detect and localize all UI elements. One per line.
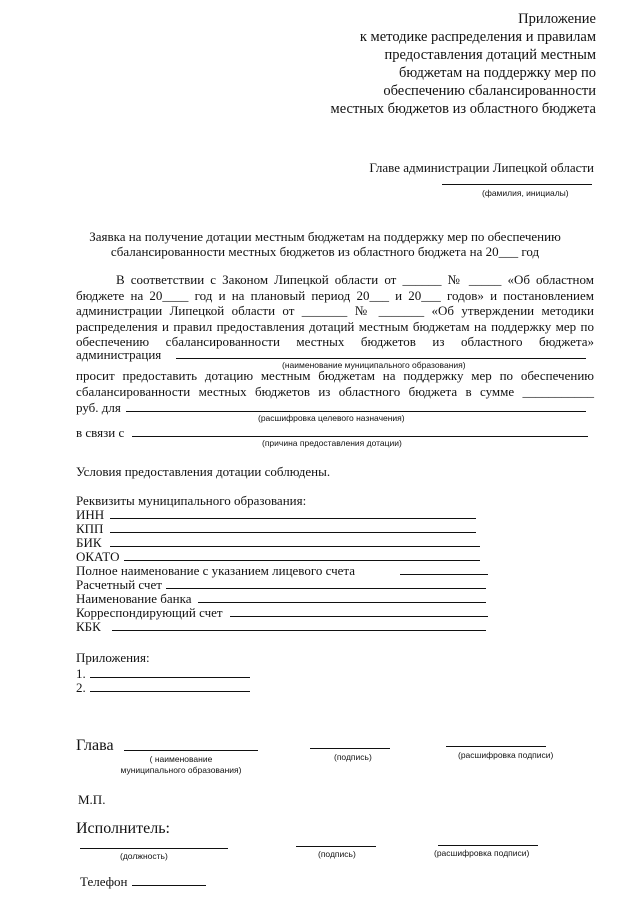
executor-position-hint: (должность): [120, 851, 168, 861]
addressee-text: Главе администрации Липецкой области: [369, 160, 594, 175]
attachment-2-field[interactable]: [90, 691, 250, 692]
due-label: в связи с: [76, 425, 125, 440]
purpose-hint: (расшифровка целевого назначения): [258, 413, 405, 423]
addressee-hint: (фамилия, инициалы): [482, 188, 569, 198]
addressee-name-field[interactable]: [442, 184, 592, 185]
admin-label: администрация: [76, 347, 162, 362]
title-line-2: сбалансированности местных бюджетов из областного бюджета на 20___ год: [110, 244, 540, 259]
head-signature-hint: (подпись): [334, 752, 372, 762]
correspondent-account-label: Корреспондирующий счет: [76, 605, 223, 620]
bank-name-field[interactable]: [198, 602, 486, 603]
phone-field[interactable]: [132, 885, 206, 886]
appendix-line: к методике распределения и правилам: [359, 29, 596, 45]
paragraph-law-reference: [76, 272, 594, 350]
application-title: [60, 229, 590, 259]
appendix-line: предоставления дотаций местным: [384, 47, 596, 63]
correspondent-account-field[interactable]: [230, 616, 488, 617]
paragraph-line: обеспечению сбалансированности местных бюджетов из областного бюджета»: [76, 334, 594, 349]
inn-field[interactable]: [110, 518, 476, 519]
okato-field[interactable]: [124, 560, 480, 561]
requisites-heading: Реквизиты муниципального образования:: [76, 493, 307, 508]
executor-decode-hint: (расшифровка подписи): [434, 848, 530, 858]
head-municipality-field[interactable]: [124, 750, 258, 751]
head-decode-field[interactable]: [446, 746, 546, 747]
title-line-1: Заявка на получение дотации местным бюджетам на поддержку мер по обеспечению: [89, 229, 561, 244]
bik-label: БИК: [76, 535, 102, 550]
paragraph-line: просит предоставить дотацию местным бюджетам на поддержку мер по обеспечению: [76, 368, 594, 383]
paragraph-line: В соответствии с Законом Липецкой области от ______ № _____ «Об областном: [116, 272, 594, 287]
executor-decode-field[interactable]: [438, 845, 538, 846]
paragraph-line: администрации Липецкой области от _______ № _______ «Об утверждении методики: [76, 303, 594, 318]
executor-position-field[interactable]: [80, 848, 228, 849]
appendix-line: бюджетам на поддержку мер по: [399, 65, 596, 81]
kbk-label: КБК: [76, 619, 101, 634]
okato-label: ОКАТО: [76, 549, 120, 564]
executor-label: Исполнитель:: [76, 820, 170, 837]
executor-signature-field[interactable]: [296, 846, 376, 847]
attachment-1-label: 1.: [76, 666, 86, 681]
executor-signature-hint: (подпись): [318, 849, 356, 859]
reason-hint: (причина предоставления дотации): [262, 438, 402, 448]
kpp-field[interactable]: [110, 532, 476, 533]
bik-field[interactable]: [110, 546, 480, 547]
appendix-header: [331, 10, 596, 118]
attachments-heading: Приложения:: [76, 650, 150, 665]
settlement-account-field[interactable]: [166, 588, 486, 589]
head-decode-hint: (расшифровка подписи): [458, 750, 554, 760]
head-municipality-hint: ( наименование муниципального образования): [120, 754, 242, 775]
paragraph-line: сбалансированности местных бюджетов из областного бюджета в сумме ___________: [76, 383, 594, 399]
appendix-line: местных бюджетов из областного бюджета: [330, 101, 596, 117]
conditions-text: Условия предоставления дотации соблюдены.: [76, 464, 331, 479]
account-name-label: Полное наименование с указанием лицевого счета: [76, 563, 356, 578]
bank-name-label: Наименование банка: [76, 591, 192, 606]
attachment-1-field[interactable]: [90, 677, 250, 678]
purpose-field[interactable]: [126, 411, 586, 412]
kpp-label: КПП: [76, 521, 104, 536]
rub-label: руб. для: [76, 400, 121, 415]
reason-field[interactable]: [132, 436, 588, 437]
paragraph-line: распределения и правил предоставления дотаций местным бюджетам на поддержку мер по: [76, 318, 594, 334]
head-label: Глава: [76, 737, 114, 754]
account-name-field[interactable]: [400, 574, 488, 575]
paragraph-line: бюджете на 20____ год и на плановый период 20___ и 20___ годов» и постановлением: [76, 287, 594, 303]
head-signature-field[interactable]: [310, 748, 390, 749]
inn-label: ИНН: [76, 507, 105, 522]
seal-label: М.П.: [78, 792, 106, 807]
municipality-name-field[interactable]: [176, 358, 586, 359]
settlement-account-label: Расчетный счет: [76, 577, 162, 592]
attachment-2-label: 2.: [76, 680, 86, 695]
paragraph-request: [76, 368, 594, 399]
kbk-field[interactable]: [112, 630, 486, 631]
municipality-name-hint: (наименование муниципального образования): [282, 360, 466, 370]
appendix-line: Приложение: [518, 11, 596, 27]
appendix-line: обеспечению сбалансированности: [383, 83, 596, 99]
phone-label: Телефон: [80, 874, 128, 889]
